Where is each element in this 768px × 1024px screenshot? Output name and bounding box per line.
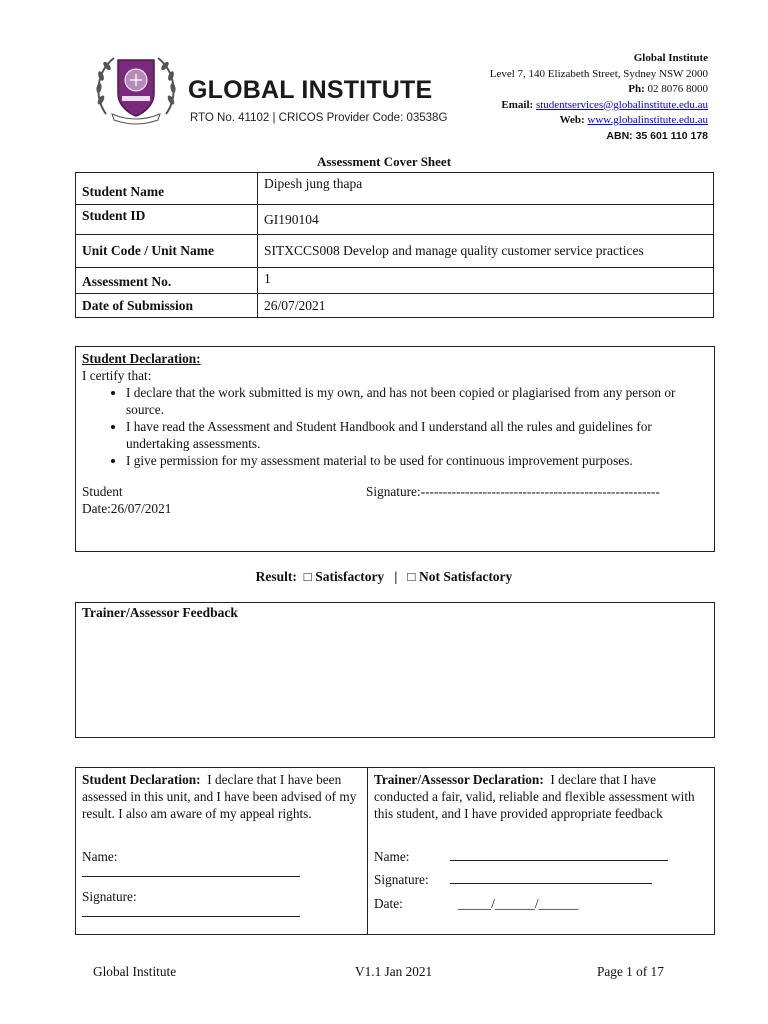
declaration-list [106, 384, 708, 469]
date-blank: _____/______/______ [458, 896, 579, 911]
contact-block [490, 51, 708, 144]
rto-line: RTO No. 41102 | CRICOS Provider Code: 03538G [190, 112, 448, 124]
result-label: Result: [255, 569, 297, 584]
feedback-box[interactable] [75, 602, 715, 738]
table-row [76, 205, 714, 235]
declaration-intro: I certify that: [82, 368, 152, 383]
feedback-heading: Trainer/Assessor Feedback [82, 605, 238, 620]
signature-line: Signature:------------------------------------------------------ [366, 484, 660, 499]
unit-value: SITXCCS008 Develop and manage quality customer service practices [258, 235, 714, 268]
student-label: Student [82, 484, 123, 499]
trainer-declaration-cell [368, 768, 714, 934]
declaration-heading: Student Declaration: [82, 351, 201, 366]
student-id-label: Student ID [76, 205, 258, 235]
declaration-date: Date:26/07/2021 [82, 501, 172, 516]
list-item: • I declare that the work submitted is my own, and has not been copied or plagiarised from any person or source. [126, 384, 708, 418]
date-label: Date: [374, 896, 403, 911]
student-info-table [75, 172, 714, 318]
web-link[interactable]: www.globalinstitute.edu.au [587, 114, 708, 126]
student-declaration-box [75, 346, 715, 552]
web-label: Web: [559, 114, 585, 126]
email-label: Email: [501, 98, 534, 111]
email-link[interactable]: studentservices@globalinstitute.edu.au [535, 98, 708, 111]
trainer-decl-heading: Trainer/Assessor Declaration: [374, 772, 544, 787]
student-signature-field [82, 888, 137, 905]
phone-label: Ph: [628, 83, 645, 95]
footer-page-number: Page 1 of 17 [597, 964, 664, 979]
trainer-signature-field[interactable] [374, 871, 652, 888]
assessment-no-value: 1 [258, 268, 714, 294]
table-row [76, 294, 714, 318]
assessment-no-label: Assessment No. [76, 268, 258, 294]
brand-name: GLOBAL INSTITUTE [188, 76, 433, 104]
student-name-field [82, 848, 117, 865]
student-decl-text: I declare that I have been assessed in this unit, and I have been advised of my result. I also am aware of my appeal rights. [82, 772, 357, 821]
name-label: Name: [82, 849, 118, 864]
submission-date-value: 26/07/2021 [258, 294, 714, 318]
table-row [76, 268, 714, 294]
footer-version: V1.1 Jan 2021 [355, 964, 433, 979]
list-item: • I have read the Assessment and Student Handbook and I understand all the rules and guidelines for undertaking assessments. [126, 418, 708, 452]
footer-left: Global Institute [93, 964, 177, 979]
contact-address: Level 7, 140 Elizabeth Street, Sydney NSW 2000 [489, 67, 708, 80]
trainer-date-field[interactable] [374, 895, 578, 912]
result-row [0, 569, 768, 585]
phone-value: 02 8076 8000 [647, 83, 708, 95]
signature-label: Signature: [374, 872, 429, 887]
name-label: Name: [374, 849, 410, 864]
signature-row [82, 483, 708, 500]
trainer-decl-text: I declare that I have conducted a fair, valid, reliable and flexible assessment with this student, and I have provided appropriate feedback [374, 772, 695, 821]
submission-date-label: Date of Submission [76, 294, 258, 318]
signature-label: Signature: [82, 889, 137, 904]
student-declaration-cell [76, 768, 368, 934]
table-row [76, 235, 714, 268]
student-name-line[interactable] [82, 864, 300, 881]
contact-org: Global Institute [633, 52, 708, 64]
student-id-value: GI190104 [258, 205, 714, 235]
trainer-name-field[interactable] [374, 848, 668, 865]
satisfactory-option[interactable]: □ Satisfactory [303, 569, 385, 584]
student-name-value: Dipesh jung thapa [258, 173, 714, 205]
table-row [76, 173, 714, 205]
student-signature-line[interactable] [82, 904, 300, 921]
not-satisfactory-option[interactable]: □ Not Satisfactory [407, 569, 513, 584]
result-separator: | [394, 569, 398, 584]
page-title: Assessment Cover Sheet [316, 154, 452, 169]
abn: ABN: 35 601 110 178 [606, 129, 708, 142]
student-name-label: Student Name [76, 173, 258, 205]
institute-logo [92, 50, 448, 130]
declarations-table [75, 767, 715, 935]
unit-label: Unit Code / Unit Name [76, 235, 258, 268]
student-decl-heading: Student Declaration: [82, 772, 201, 787]
crest-icon [92, 50, 180, 126]
list-item: • I give permission for my assessment material to be used for continuous improvement purposes. [126, 452, 708, 469]
